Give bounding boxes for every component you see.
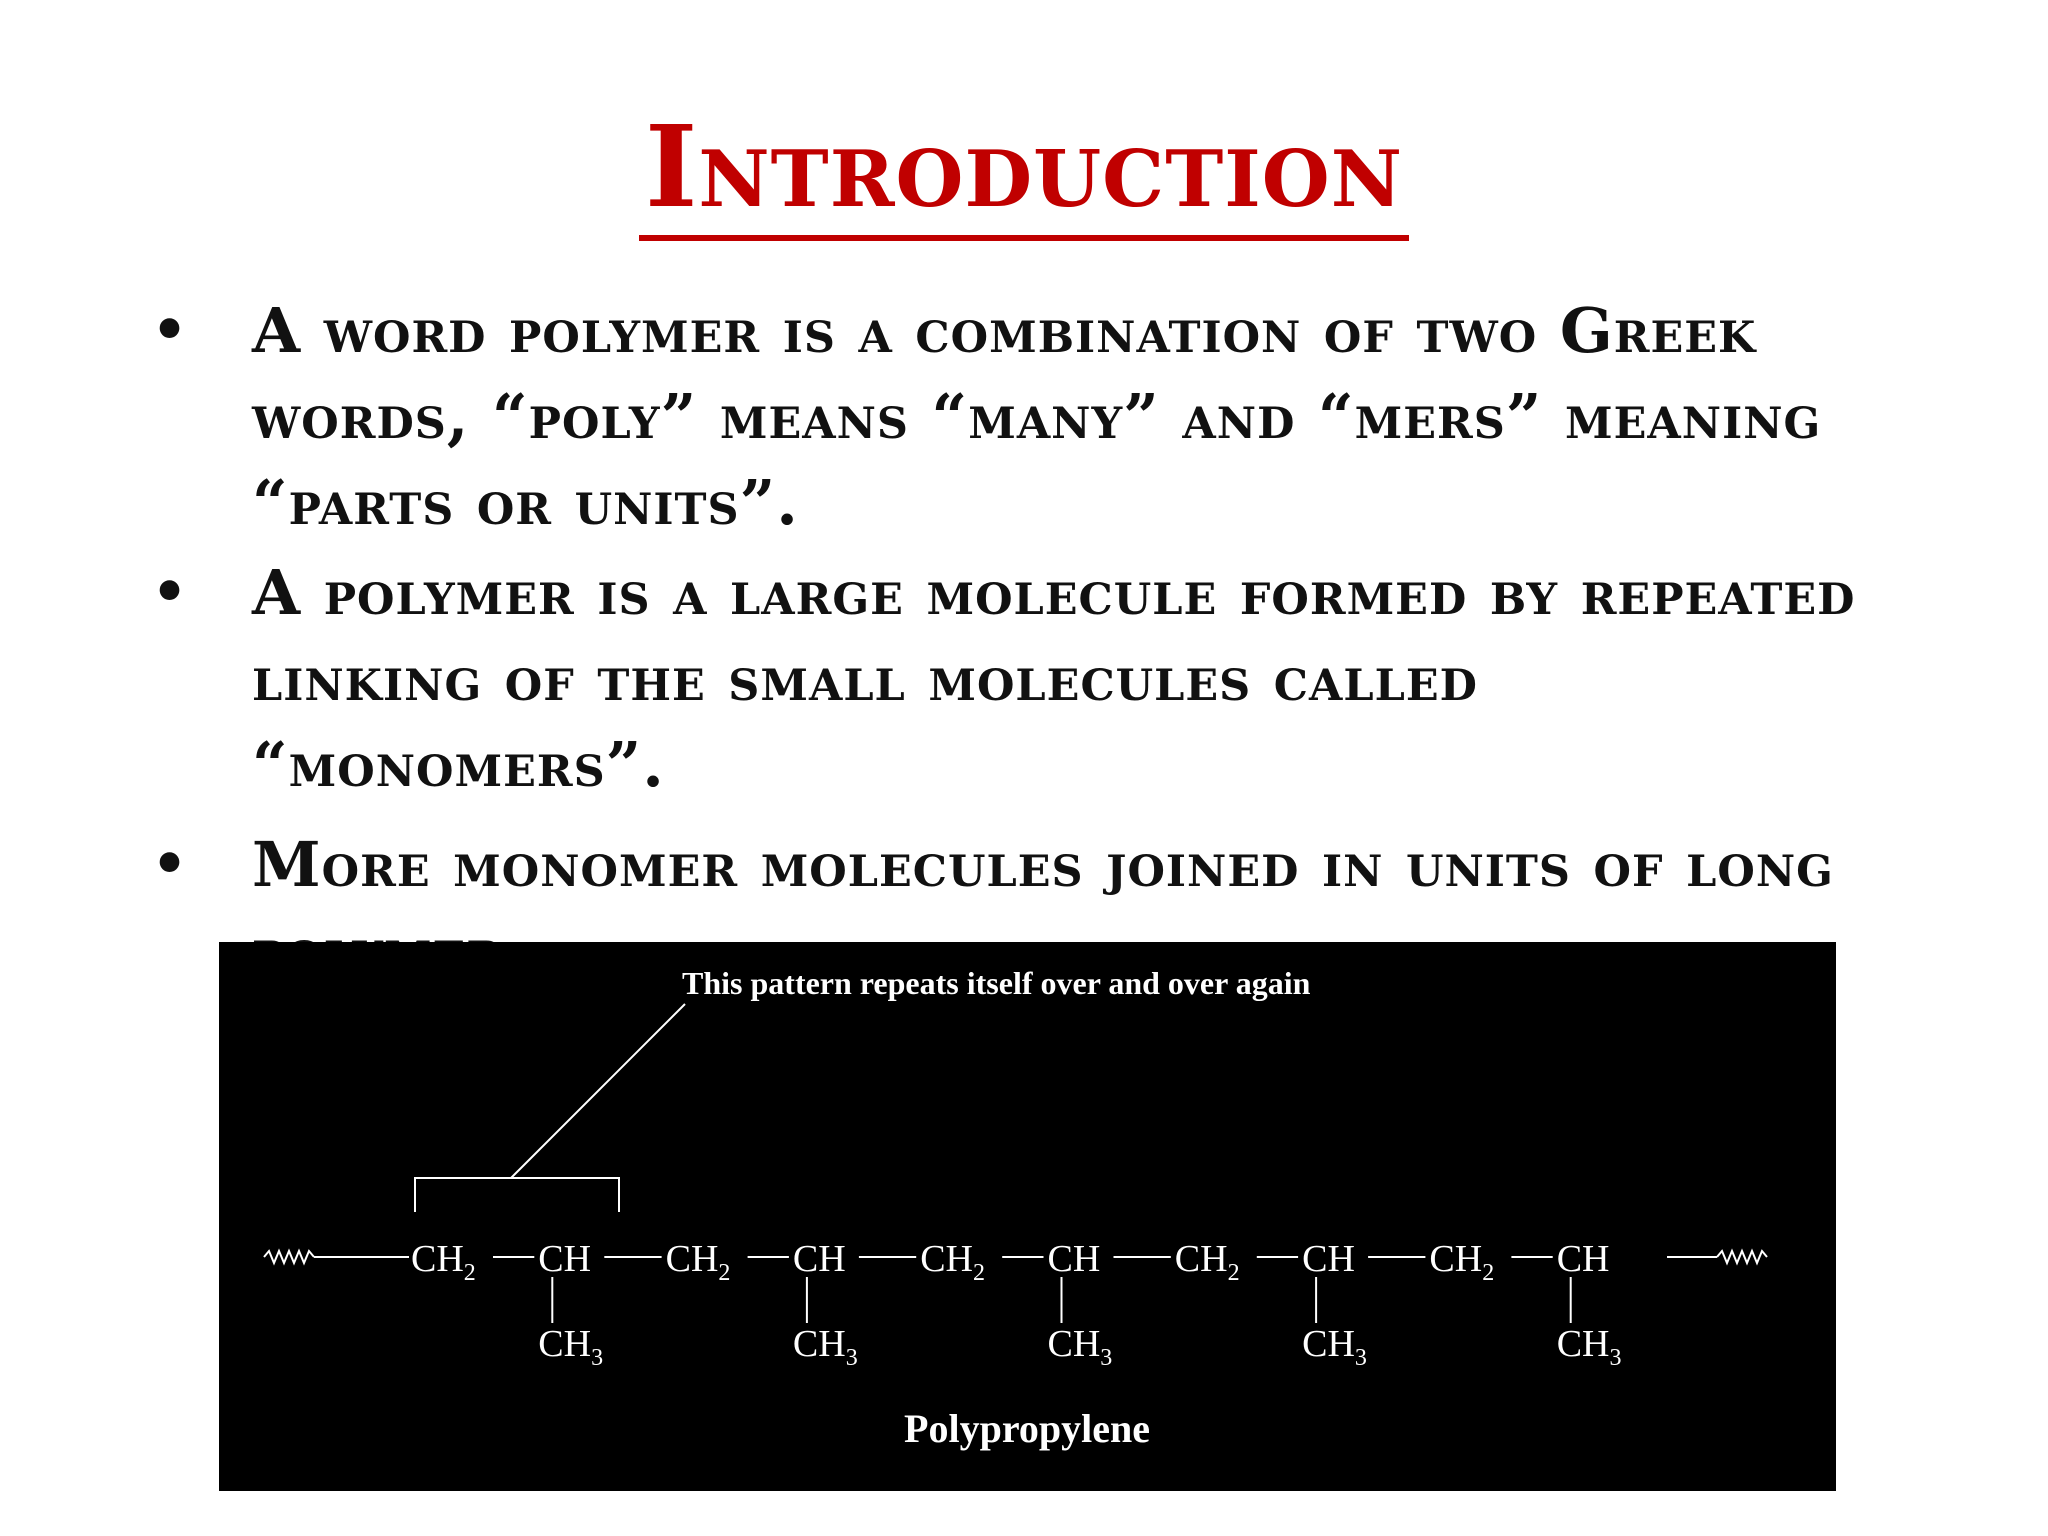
diagram-caption: Polypropylene [904, 1406, 1150, 1451]
polymer-chain [411, 1238, 1621, 1371]
annotation-label: This pattern repeats itself over and over again [682, 965, 1311, 1001]
slide-title-text: Introduction [639, 102, 1409, 241]
chain-unit-label: $CH_2$ [1429, 1238, 1495, 1286]
bullet-marker: • [151, 560, 189, 625]
chain-end-squiggle-left [264, 1251, 314, 1263]
chain-unit-label: $CH_2$ [665, 1238, 731, 1286]
side-group-label: $CH_3$ [1556, 1323, 1622, 1371]
chain-unit-label: $CH_2$ [920, 1238, 985, 1286]
side-group-label: $CH_3$ [792, 1323, 858, 1371]
chain-unit-label: CH [1556, 1238, 1610, 1280]
side-group-label: $CH_3$ [1302, 1323, 1367, 1371]
annotation-pointer-line [511, 1004, 685, 1178]
chain-end-squiggle-right [1717, 1251, 1767, 1263]
bullet-text: A polymer is a large molecule formed by repeated linking of the small molecules called “monomers”. [252, 556, 1856, 801]
chain-unit-label: CH [792, 1238, 846, 1280]
bullet-item [150, 550, 1910, 808]
chain-unit-label: $CH_2$ [411, 1238, 476, 1286]
bullet-text: More monomer molecules joined in units of long [252, 828, 1834, 901]
polypropylene-diagram [219, 942, 1836, 1491]
chain-unit-label: $CH_2$ [1174, 1238, 1240, 1286]
chain-unit-label: CH [1302, 1238, 1355, 1280]
slide-title [0, 102, 2048, 233]
bullet-text: A word polymer is a combination of two Greek words, “poly” means “many” and “mers” meaning “parts or units”. [252, 294, 1822, 539]
chain-unit-label: CH [1047, 1238, 1101, 1280]
polymer-chain-svg [219, 942, 1836, 1491]
bullet-marker: • [151, 298, 189, 363]
chain-unit-label: CH [538, 1238, 592, 1280]
bullet-marker: • [151, 832, 189, 897]
side-group-label: $CH_3$ [538, 1323, 604, 1371]
repeat-unit-bracket [415, 1178, 619, 1212]
side-group-label: $CH_3$ [1047, 1323, 1113, 1371]
bullet-list [150, 288, 1910, 994]
bullet-item [150, 288, 1910, 546]
